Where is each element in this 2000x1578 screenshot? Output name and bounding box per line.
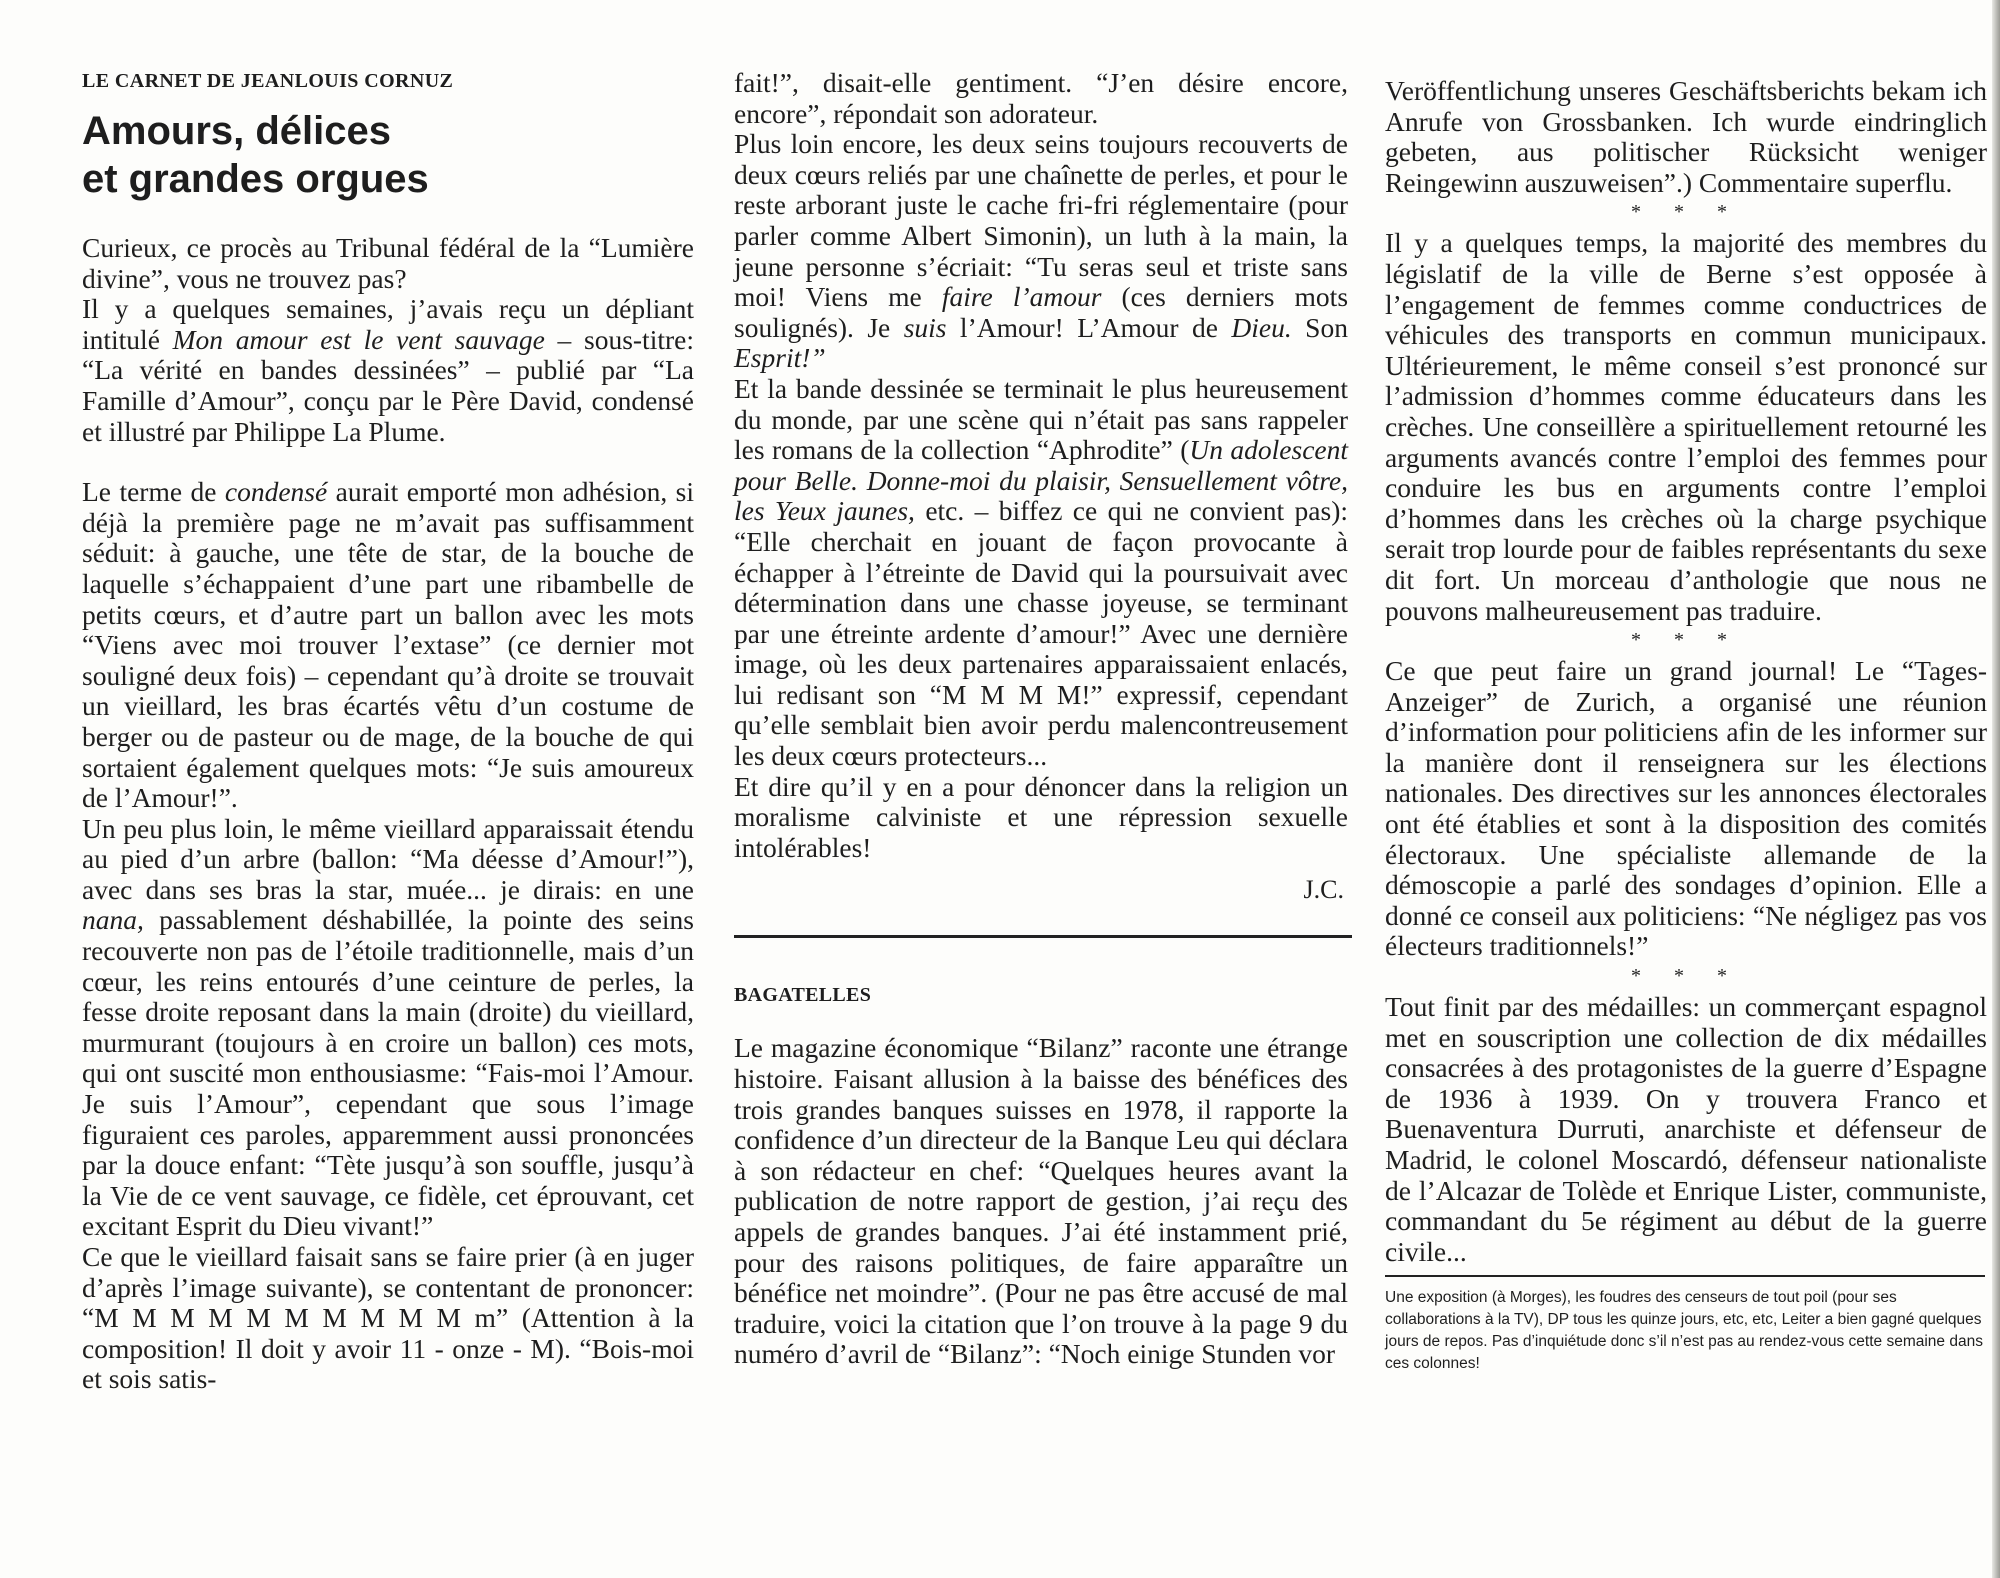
section-divider xyxy=(734,935,1352,938)
asterism-divider: * * * xyxy=(1631,965,1741,988)
paragraph: fait!”, disait-elle gentiment. “J’en désire encore, encore”, répondait son adorateur. xyxy=(734,67,1348,129)
paragraph: Ce que peut faire un grand journal! Le “Tages-Anzeiger” de Zurich, a organisé une réunion d’information pour politiciens afin de les informer sur la manière dont il renseignera sur les élections nationales. Des directives sur les annonces électorales ont été établies et sont à la disposition des comités électoraux. Une spécialiste allemande de la démoscopie a parlé des sondages d’opinion. Elle a donné ce conseil aux politiciens: “Ne négligez pas vos électeurs traditionnels!” xyxy=(1385,655,1987,962)
author-signature: J.C. xyxy=(1303,875,1344,905)
article-title xyxy=(82,107,694,203)
paragraph: Curieux, ce procès au Tribunal fédéral de la “Lumière divine”, vous ne trouvez pas? xyxy=(82,232,694,294)
column-kicker: LE CARNET DE JEANLOUIS CORNUZ xyxy=(82,70,454,92)
paragraph: Tout finit par des médailles: un commerçant espagnol met en souscription une collection de dix médailles consacrées à des protagonistes de la guerre d’Espagne de 1936 à 1939. On y trouvera Franco et Buenaventura Durruti, anarchiste et défenseur de Madrid, le colonel Moscardó, défenseur nationaliste de l’Alcazar de Tolède et Enrique Lister, communiste, commandant du 5e régiment au début de la guerre civile... xyxy=(1385,991,1987,1267)
asterism-divider: * * * xyxy=(1631,201,1741,224)
title-line-2: et grandes orgues xyxy=(82,157,429,201)
section-title: BAGATELLES xyxy=(734,984,872,1007)
paragraph: Il y a quelques semaines, j’avais reçu un dépliant intitulé Mon amour est le vent sauvage – sous-titre: “La vérité en bandes dessinées” – publié par “La Famille d’Amour”, conçu par le Père David, condensé et illustré par Philippe La Plume. xyxy=(82,293,694,447)
asterism-divider: * * * xyxy=(1631,629,1741,652)
column-3 xyxy=(1385,76,1987,1375)
paragraph: Le terme de condensé aurait emporté mon adhésion, si déjà la première page ne m’avait pas suffisamment séduit: à gauche, une tête de star, de la bouche de laquelle s’échappaient d’une part une ribambelle de petits cœurs, et d’autre part un ballon avec les mots “Viens avec moi trouver l’extase” (ce dernier mot souligné deux fois) – cependant qu’à droite se trouvait un vieillard, les bras écartés vêtu d’un costume de berger ou de pasteur ou de mage, de la bouche de qui sortaient également quelques mots: “Je suis amoureux de l’Amour!”. xyxy=(82,476,694,814)
paragraph: Il y a quelques temps, la majorité des membres du législatif de la ville de Berne s’est opposée à l’engagement de femmes comme conductrices de véhicules des transports en commun municipaux. Ultérieurement, le même conseil s’est prononcé sur l’admission d’hommes comme éducateurs dans les crèches. Une conseillère a spirituellement retourné les arguments avancés contre l’emploi des femmes pour conduire les bus en arguments contre l’emploi d’hommes dans les crèches où la charge psychique serait trop lourde pour de faibles représentants du sexe dit fort. Un morceau d’anthologie que nous ne pouvons malheureusement pas traduire. xyxy=(1385,227,1987,626)
paragraph: Plus loin encore, les deux seins toujours recouverts de deux cœurs reliés par une chaînette de perles, et pour le reste arborant juste le cache fri-fri réglementaire (pour parler comme Albert Simonin), un luth à la main, la jeune personne s’écriait: “Tu seras seul et triste sans moi! Viens me faire l’amour (ces derniers mots soulignés). Je suis l’Amour! L’Amour de Dieu. Son Esprit!” xyxy=(734,128,1349,374)
paragraph: Et dire qu’il y en a pour dénoncer dans la religion un moralisme calviniste et une répression sexuelle intolérables! xyxy=(734,770,1348,863)
paragraph: Le magazine économique “Bilanz” raconte une étrange histoire. Faisant allusion à la baisse des bénéfices des trois grandes banques suisses en 1978, il rapporte la confidence d’un directeur de la Banque Leu qui déclara à son rédacteur en chef: “Quelques heures avant la publication de notre rapport de gestion, j’ai reçu des appels de grandes banques. J’ai été instamment prié, pour des raisons politiques, de faire apparaître un bénéfice net moindre”. (Pour ne pas être accusé de mal traduire, voici la citation que l’on trouve à la page 9 du numéro d’avril de “Bilanz”: “Noch einige Stunden vor xyxy=(734,1032,1348,1370)
column-2 xyxy=(734,68,1348,1370)
page-edge-shadow xyxy=(1992,0,2000,1578)
footnote: Une exposition (à Morges), les foudres des censeurs de tout poil (pour ses collaborations à la TV), DP tous les quinze jours, etc, etc, Leiter a bien gagné quelques jours de repos. Pas d’inquiétude donc s’il n’est pas au rendez-vous cette semaine dans ces colonnes! xyxy=(1385,1289,1983,1373)
paragraph: Veröffentlichung unseres Geschäftsberichts bekam ich Anrufe von Grossbanken. Ich wurde eindringlich gebeten, aus politischer Rücksicht weniger Reingewinn auszuweisen”.) Commentaire superflu. xyxy=(1385,75,1987,198)
column-1 xyxy=(82,60,694,1395)
paragraph: Un peu plus loin, le même vieillard apparaissait étendu au pied d’un arbre (ballon: “Ma déesse d’Amour!”), avec dans ses bras la star, muée... je dirais: en une nana, passablement déshabillée, la pointe des seins recouverte non pas de l’étoile traditionnelle, mais d’un cœur, les reins entourés d’une ceinture de perles, la fesse droite reposant dans la main (droite) du vieillard, murmurant (toujours à en croire un ballon) ces mots, qui ont suscité mon enthousiasme: “Fais-moi l’Amour. Je suis l’Amour”, cependant que sous l’image figuraient ces paroles, apparemment aussi prononcées par la douce enfant: “Tète jusqu’à son souffle, jusqu’à la Vie de ce vent sauvage, ce fidèle, cet éprouvant, cet excitant Esprit du Dieu vivant!” xyxy=(82,812,694,1242)
title-line-1: Amours, délices xyxy=(82,109,392,153)
paragraph: Ce que le vieillard faisait sans se faire prier (à en juger d’après l’image suivante), se contentant de prononcer: “M M M M M M M M M M m” (Attention à la composition! Il doit y avoir 11 - onze - M). “Bois-moi et sois satis- xyxy=(82,1241,694,1395)
footnote-divider xyxy=(1385,1275,1985,1277)
paragraph: Et la bande dessinée se terminait le plus heureusement du monde, par une scène qui n’était pas sans rappeler les romans de la collection “Aphrodite” (Un adolescent pour Belle. Donne-moi du plaisir, Sensuellement vôtre, les Yeux jaunes, etc. – biffez ce qui ne convient pas): “Elle cherchait en jouant de façon provocante à échapper à l’étreinte de David qui la poursuivait avec détermination dans une chasse joyeuse, se terminant par une étreinte ardente d’amour!” Avec une dernière image, où les deux partenaires apparaissaient enlacés, lui redisant son “M M M M!” expressif, cependant qu’elle semblait bien avoir perdu malencontreusement les deux cœurs protecteurs... xyxy=(734,372,1348,772)
